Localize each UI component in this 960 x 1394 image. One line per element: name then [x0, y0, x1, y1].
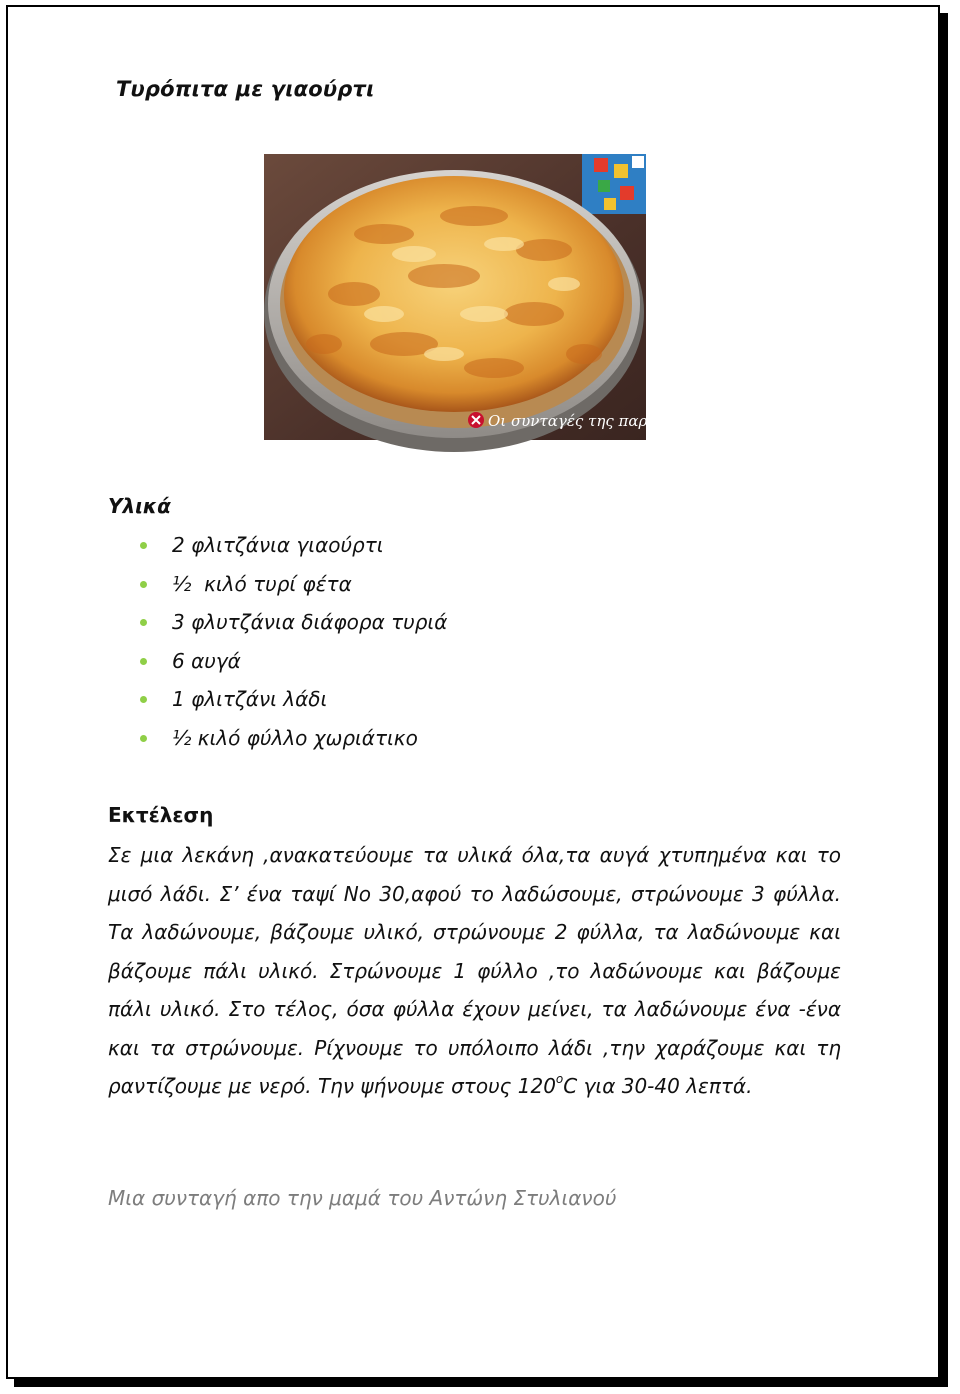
ingredient-text: 2 φλιτζάνια γιαούρτι — [172, 533, 384, 557]
list-item — [140, 645, 447, 684]
recipe-title: Τυρόπιτα με γιαούρτι — [116, 77, 375, 101]
tablecloth-pattern — [582, 154, 646, 214]
watermark — [468, 412, 674, 430]
tiropita-photo — [264, 154, 674, 440]
list-item — [140, 568, 447, 607]
svg-text:Οι συνταγές της παρέας: Οι συνταγές της παρέας — [488, 412, 674, 430]
ingredient-text: ½ κιλό τυρί φέτα — [172, 571, 352, 596]
method-text: Σε μια λεκάνη ,ανακατεύουμε τα υλικά όλα,τα αυγά χτυπημένα και το μισό λάδι. Σ’ ένα ταψί Νο 30,αφού το λαδώσουμε, στρώνουμε 3 φύλλα. Τα λαδώνουμε, βάζουμε υλικό, στρώνουμε 2 φύλλα, τα λαδώνουμε και βάζουμε πάλι υλικό. Στρώνουμε 1 φύλλο ,το λαδώνουμε και βάζουμε πάλι υλικό. Στο τέλος, όσα φύλλα έχουν μείνει, τα λαδώνουμε ένα -ένα και τα στρώνουμε. Ρίχνουμε το υπόλοιπο λάδι ,την χαράζουμε και τη ραντίζουμε με νερό. Την ψήνουμε στους 120 — [108, 843, 841, 1098]
list-item — [140, 529, 447, 568]
ingredient-text: 3 φλυτζάνια διάφορα τυριά — [172, 610, 448, 634]
bullet-icon — [140, 542, 147, 549]
bullet-icon — [140, 581, 147, 588]
ingredients-heading: Υλικά — [108, 494, 171, 518]
bullet-icon — [140, 696, 147, 703]
bullet-icon — [140, 619, 147, 626]
ingredient-text: ½ κιλό φύλλο χωριάτικο — [172, 725, 418, 750]
ingredients-list — [140, 529, 447, 760]
bullet-icon — [140, 658, 147, 665]
ingredient-text: 1 φλιτζάνι λάδι — [172, 687, 328, 711]
list-item — [140, 722, 447, 761]
degree-symbol: ο — [555, 1072, 564, 1087]
method-heading: Εκτέλεση — [108, 803, 214, 827]
method-text-end: C για 30-40 λεπτά. — [563, 1074, 753, 1098]
bullet-icon — [140, 735, 147, 742]
method-paragraph — [108, 836, 841, 1106]
ingredient-text: 6 αυγά — [172, 648, 241, 673]
list-item — [140, 606, 447, 645]
list-item — [140, 683, 447, 722]
recipe-credit: Μια συνταγή απο την μαμά του Αντώνη Στυλιανού — [108, 1186, 617, 1210]
